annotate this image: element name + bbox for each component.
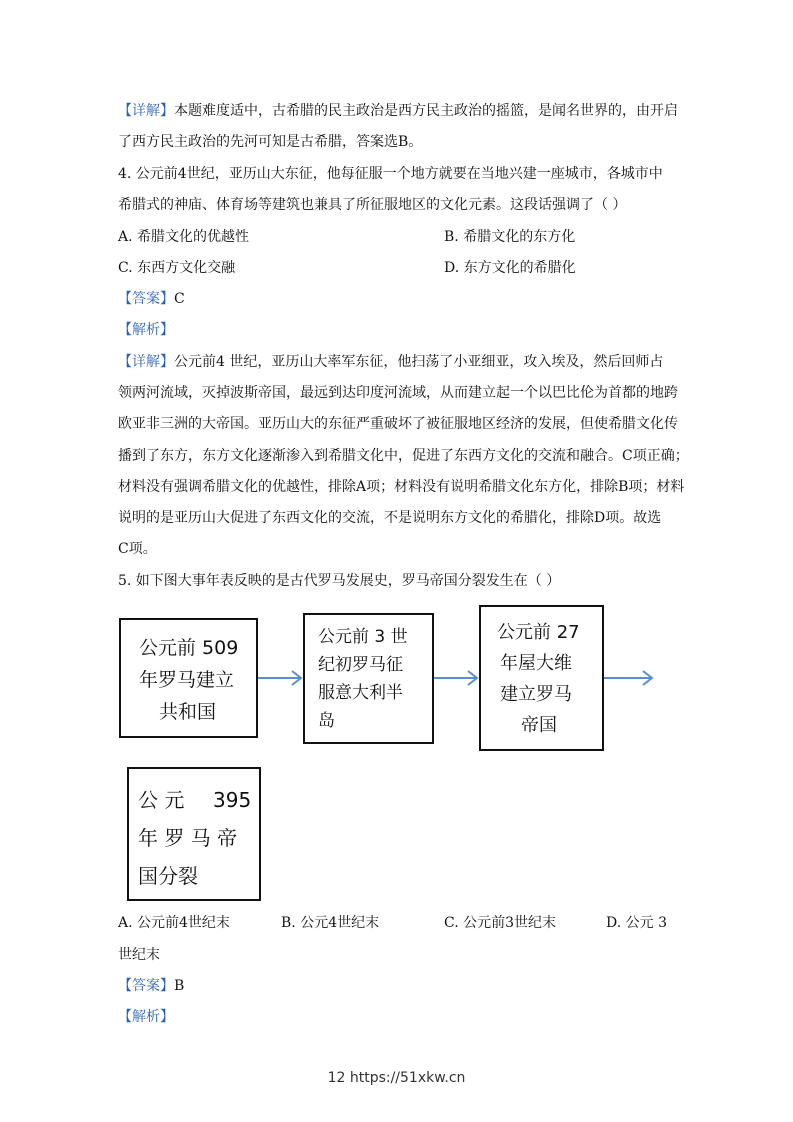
box4-line-1-right: 395 (213, 788, 252, 812)
answer-tag: 【答案】 (118, 291, 174, 307)
q4-detail-line-2: 领两河流域，灭掉波斯帝国，最远到达印度河流域，从而建立起一个以巴比伦为首都的地跨 (118, 385, 678, 401)
q4-detail-line-6: 说明的是亚历山大促进了东西文化的交流，不是说明东方文化的希腊化，排除D项。故选 (118, 510, 662, 526)
box2-line-1: 公元前 3 世 (318, 627, 408, 647)
q5-option-a: A. 公元前4世纪末 (118, 915, 230, 931)
q5-answer (118, 976, 678, 996)
q4-option-b: B. 希腊文化的东方化 (444, 229, 576, 245)
q5-option-d: D. 公元 3 (606, 915, 667, 931)
box4-line-1-left: 公 元 (138, 788, 185, 812)
q4-detail-line-5: 材料没有强调希腊文化的优越性，排除A项；材料没有说明希腊文化东方化，排除B项；材料 (118, 479, 685, 495)
box3-line-2: 年屋大维 (500, 653, 572, 674)
box1-line-1: 公元前 509 (139, 637, 239, 659)
answer-tag: 【答案】 (118, 978, 174, 994)
q4-detail-line-1: 【详解】公元前4 世纪，亚历山大率军东征，他扫荡了小亚细亚，攻入埃及，然后回师占 (118, 354, 664, 370)
q4-stem-line-2: 希腊式的神庙、体育场等建筑也兼具了所征服地区的文化元素。这段话强调了（ ） (118, 197, 627, 213)
box3-line-4: 帝国 (521, 715, 557, 736)
q4-option-a: A. 希腊文化的优越性 (118, 229, 250, 245)
q4-detail-line-4: 播到了东方，东方文化逐渐渗入到希腊文化中，促进了东西方文化的交流和融合。C项正确； (118, 448, 689, 464)
answer-value: B (174, 978, 185, 994)
box4-line-3: 国分裂 (138, 864, 198, 888)
q4-stem-line-1: 4. 公元前4世纪，亚历山大东征，他每征服一个地方就要在当地兴建一座城市，各城市中 (118, 166, 663, 182)
q5-option-c: C. 公元前3世纪末 (444, 915, 557, 931)
box1-line-2: 年罗马建立 (139, 669, 235, 691)
q5-option-b: B. 公元4世纪末 (281, 915, 380, 931)
q4-detail-line-7: C项。 (118, 541, 157, 557)
footer-site[interactable]: https://51xkw.cn (349, 1070, 466, 1086)
box4-line-2: 年 罗 马 帝 (138, 826, 238, 850)
q4-option-c: C. 东西方文化交融 (118, 260, 236, 276)
q4-analysis-tag: 【解析】 (118, 322, 174, 338)
detail-tag: 【详解】 (118, 103, 174, 119)
page-number: 12 (327, 1070, 346, 1086)
box3-line-1: 公元前 27 (497, 622, 580, 643)
q5-stem: 5. 如下图大事年表反映的是古代罗马发展史，罗马帝国分裂发生在（ ） (118, 573, 561, 589)
q3-detail-line-1: 【详解】本题难度适中，古希腊的民主政治是西方民主政治的摇篮，是闻名世界的，由开启 (118, 103, 678, 119)
q5-option-d-cont: 世纪末 (118, 947, 160, 963)
q3-detail-line-2: 了西方民主政治的先河可知是古希腊，答案选B。 (118, 134, 423, 150)
q4-detail-line-3: 欧亚非三洲的大帝国。亚历山大的东征严重破坏了被征服地区经济的发展，但使希腊文化传 (118, 416, 678, 432)
q4-option-d: D. 东方文化的希腊化 (444, 260, 576, 276)
box2-line-4: 岛 (318, 711, 335, 731)
answer-value: C (174, 291, 185, 307)
detail-tag: 【详解】 (118, 354, 174, 370)
q5-analysis-tag: 【解析】 (118, 1009, 174, 1025)
page-footer (0, 1070, 793, 1086)
box3-line-3: 建立罗马 (500, 684, 572, 705)
box2-line-2: 纪初罗马征 (318, 655, 403, 675)
box1-line-3: 共和国 (159, 701, 217, 723)
box2-line-3: 服意大利半 (318, 683, 403, 703)
